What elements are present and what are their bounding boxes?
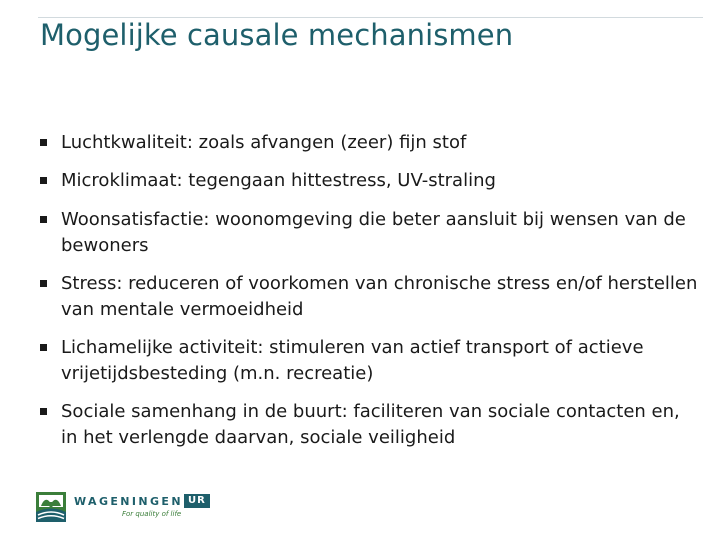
bullet-item	[40, 399, 700, 451]
bullet-text: Lichamelijke activiteit: stimuleren van actief transport of actieve vrijetijdsbesteding (m.n. recreatie)	[61, 337, 644, 384]
wageningen-ur-logo	[34, 490, 224, 526]
bullet-list	[40, 130, 700, 463]
bullet-text: Stress: reduceren of voorkomen van chronische stress en/of herstellen van mentale vermoeidheid	[61, 273, 698, 320]
bullet-text: Woonsatisfactie: woonomgeving die beter aansluit bij wensen van de bewoners	[61, 209, 686, 256]
logo-tagline: For quality of life	[122, 510, 182, 518]
slide-title: Mogelijke causale mechanismen	[40, 18, 514, 52]
bullet-item	[40, 168, 700, 194]
square-bullet-icon	[40, 177, 47, 184]
square-bullet-icon	[40, 408, 47, 415]
bullet-item	[40, 335, 700, 387]
square-bullet-icon	[40, 139, 47, 146]
logo-ur-badge: UR	[184, 494, 210, 508]
bullet-item	[40, 271, 700, 323]
bullet-text: Sociale samenhang in de buurt: faciliteren van sociale contacten en, in het verlengde daarvan, sociale veiligheid	[61, 401, 680, 448]
logo-name: WAGENINGEN	[74, 494, 183, 508]
square-bullet-icon	[40, 280, 47, 287]
bullet-text: Microklimaat: tegengaan hittestress, UV-straling	[61, 170, 496, 191]
bullet-text: Luchtkwaliteit: zoals afvangen (zeer) fijn stof	[61, 132, 467, 153]
wageningen-shield-icon	[34, 490, 68, 524]
logo-wordmark	[74, 494, 210, 508]
square-bullet-icon	[40, 216, 47, 223]
bullet-item	[40, 207, 700, 259]
square-bullet-icon	[40, 344, 47, 351]
bullet-item	[40, 130, 700, 156]
